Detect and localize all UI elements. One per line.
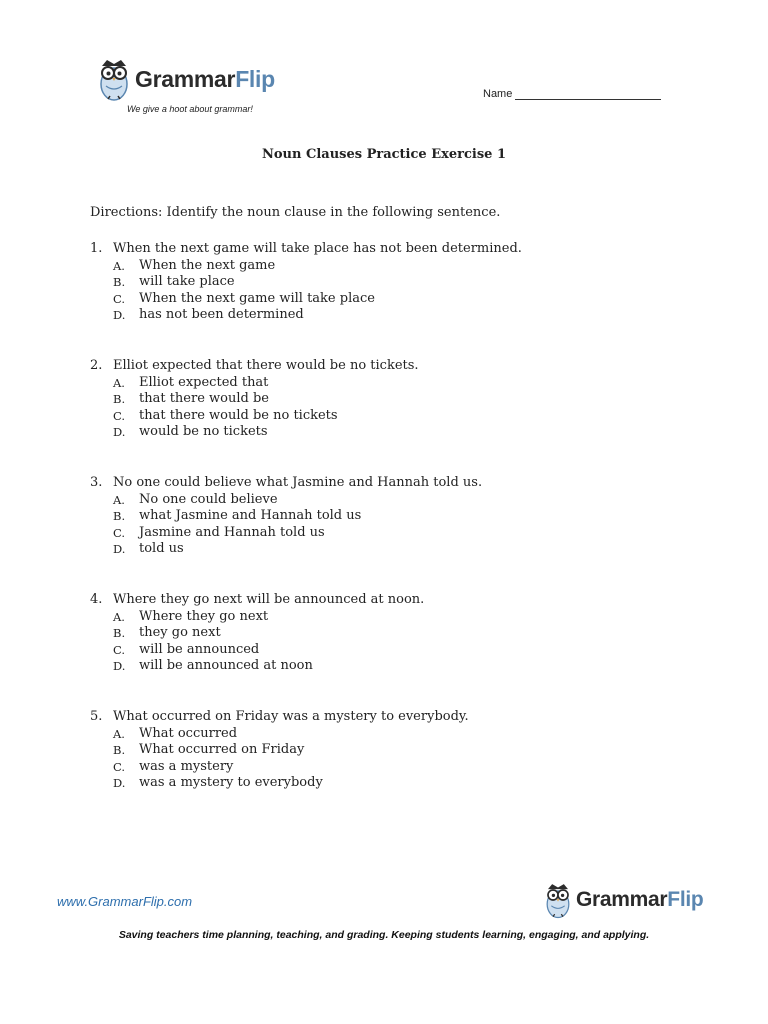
option-b[interactable]: B. they go next [113, 625, 221, 641]
logo-tagline: We give a hoot about grammar! [127, 104, 253, 114]
option-a[interactable]: A. Elliot expected that [113, 374, 269, 390]
option-a[interactable]: A. When the next game [113, 257, 276, 273]
option-d[interactable]: D. has not been determined [113, 307, 304, 323]
logo-wordmark: GrammarFlip [135, 65, 275, 92]
option-c[interactable]: C. that there would be no tickets [113, 407, 338, 423]
options-list [113, 726, 469, 792]
question-number: 1. [90, 241, 103, 256]
owl-icon [96, 56, 132, 102]
page-title: Noun Clauses Practice Exercise 1 [262, 147, 506, 162]
question-number: 3. [90, 475, 103, 490]
option-d[interactable]: D. will be announced at noon [113, 658, 313, 674]
logo-wordmark: GrammarFlip [576, 888, 704, 911]
option-d[interactable]: D. would be no tickets [113, 424, 268, 440]
option-b[interactable]: B. What occurred on Friday [113, 742, 305, 758]
option-c[interactable]: C. will be announced [113, 641, 260, 657]
question-1 [90, 241, 522, 324]
option-a[interactable]: A. Where they go next [113, 608, 269, 624]
option-a[interactable]: A. What occurred [113, 725, 238, 741]
directions: Directions: Identify the noun clause in the following sentence. [90, 205, 501, 220]
grammarflip-logo-header [96, 56, 275, 102]
grammarflip-logo-footer [543, 880, 703, 920]
question-2 [90, 358, 419, 441]
options-list [113, 375, 419, 441]
owl-icon [543, 880, 573, 920]
options-list [113, 492, 482, 558]
question-3 [90, 475, 482, 558]
question-text: Where they go next will be announced at noon. [113, 592, 425, 607]
option-c[interactable]: C. When the next game will take place [113, 290, 375, 306]
question-number: 2. [90, 358, 103, 373]
question-text: No one could believe what Jasmine and Hannah told us. [113, 475, 483, 490]
options-list [113, 258, 522, 324]
option-d[interactable]: D. was a mystery to everybody [113, 775, 323, 791]
options-list [113, 609, 424, 675]
question-text: When the next game will take place has not been determined. [113, 241, 522, 256]
option-c[interactable]: C. was a mystery [113, 758, 234, 774]
name-field[interactable] [483, 88, 661, 100]
footer-website-link[interactable]: www.GrammarFlip.com [57, 894, 193, 909]
question-number: 4. [90, 592, 103, 607]
option-d[interactable]: D. told us [113, 541, 184, 557]
option-a[interactable]: A. No one could believe [113, 491, 278, 507]
option-b[interactable]: B. that there would be [113, 391, 269, 407]
question-4 [90, 592, 424, 675]
option-c[interactable]: C. Jasmine and Hannah told us [113, 524, 325, 540]
question-text: Elliot expected that there would be no tickets. [113, 358, 419, 373]
option-b[interactable]: B. will take place [113, 274, 235, 290]
option-b[interactable]: B. what Jasmine and Hannah told us [113, 508, 362, 524]
question-number: 5. [90, 709, 103, 724]
footer-slogan: Saving teachers time planning, teaching, and grading. Keeping students learning, engaging, and applying. [118, 929, 650, 941]
name-line[interactable] [515, 89, 661, 100]
name-label: Name [483, 88, 513, 100]
question-text: What occurred on Friday was a mystery to everybody. [113, 709, 469, 724]
question-5 [90, 709, 469, 792]
